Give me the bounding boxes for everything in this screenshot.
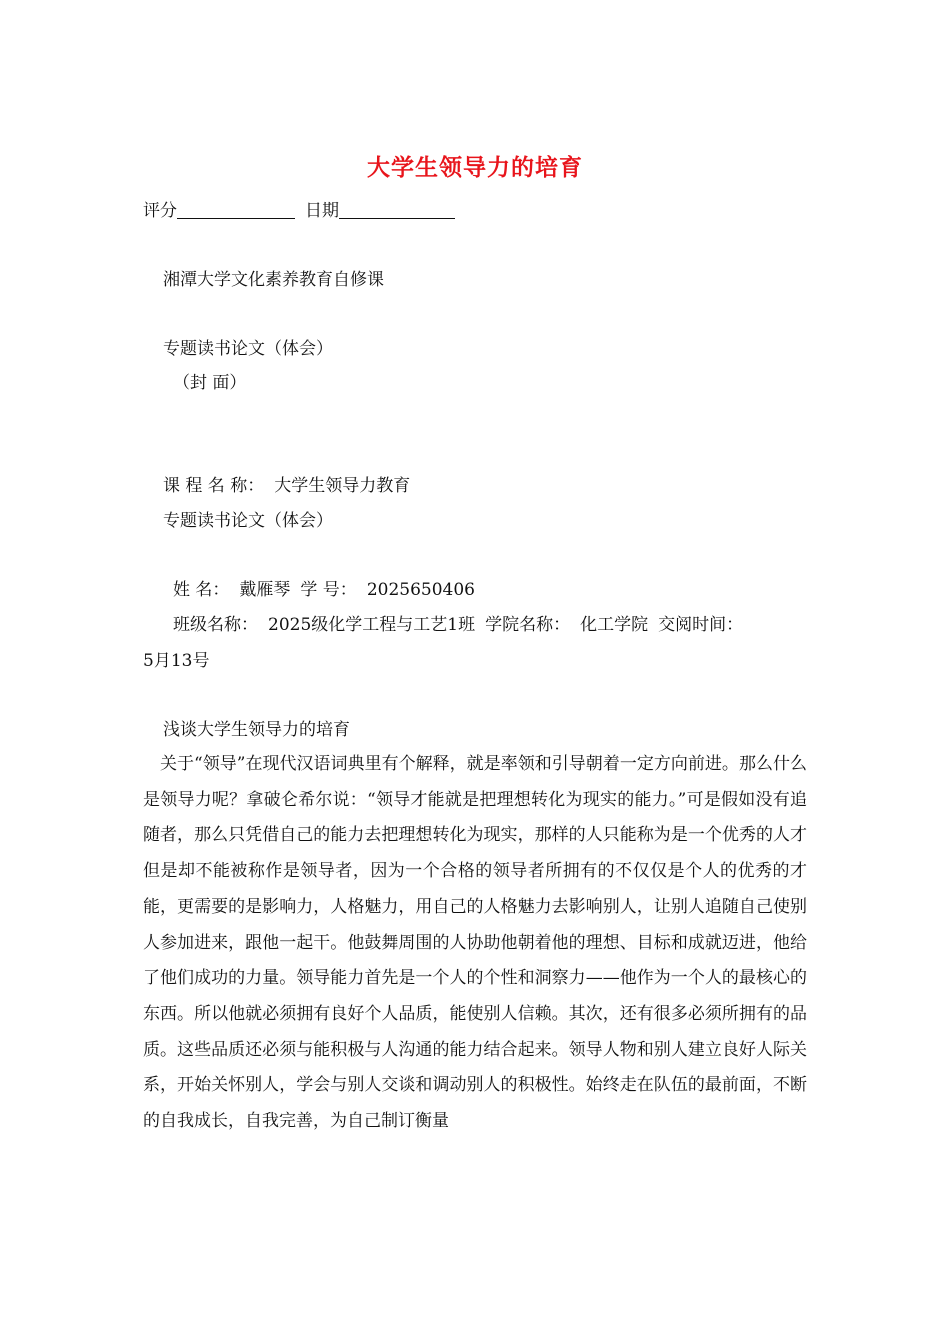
class-college-row [173, 611, 743, 639]
name-id-row [173, 576, 475, 604]
essay-body: 关于“领导”在现代汉语词典里有个解释，就是率领和引导朝着一定方向前进。那么什么是领导力呢？拿破仑希尔说：“领导才能就是把理想转化为现实的能力。”可是假如没有追随者，那么只凭借自己的能力去把理想转化为现实，那样的人只能称为是一个优秀的人才但是却不能被称作是领导者，因为一个合格的领导者所拥有的不仅仅是个人的优秀的才能，更需要的是影响力，人格魅力，用自己的人格魅力去影响别人，让别人追随自己使别人参加进来，跟他一起干。他鼓舞周围的人协助他朝着他的理想、目标和成就迈进，他给了他们成功的力量。领导能力首先是一个人的个性和洞察力——他作为一个人的最核心的东西。所以他就必须拥有良好个人品质，能使别人信赖。其次，还有很多必须所拥有的品质。这些品质还必须与能积极与人沟通的能力结合起来。领导人物和别人建立良好人际关系，开始关怀别人，学会与别人交谈和调动别人的积极性。始终走在队伍的最前面，不断的自我成长，自我完善，为自己制订衡量 [143, 754, 807, 1132]
essay-title: 浅谈大学生领导力的培育 [163, 720, 350, 740]
date-blank [339, 200, 455, 219]
score-date-row [143, 197, 455, 225]
course-name-label: 课 程 名 称： [163, 476, 265, 496]
college-label: 学院名称： [485, 615, 571, 635]
course-name: 大学生领导力教育 [274, 476, 411, 496]
submit-time: 5月13号 [143, 651, 210, 671]
score-blank [177, 200, 295, 219]
cover-label: （封 面） [173, 373, 247, 393]
paper-type-2: 专题读书论文（体会） [163, 511, 333, 531]
submit-time-label: 交阅时间： [658, 615, 744, 635]
student-id-label: 学 号： [300, 580, 357, 600]
class-label: 班级名称： [173, 615, 258, 635]
college-name: 化工学院 [580, 615, 649, 635]
class-name: 2025级化学工程与工艺1班 [268, 615, 476, 635]
name-label: 姓 名： [173, 580, 230, 600]
student-id: 2025650406 [366, 580, 475, 600]
university-course: 湘潭大学文化素养教育自修课 [163, 270, 384, 290]
date-label: 日期 [305, 201, 339, 221]
student-name: 戴雁琴 [239, 580, 291, 600]
score-label: 评分 [143, 201, 177, 221]
document-title: 大学生领导力的培育 [367, 154, 583, 181]
paper-type: 专题读书论文（体会） [163, 339, 333, 359]
course-name-row [163, 472, 410, 500]
